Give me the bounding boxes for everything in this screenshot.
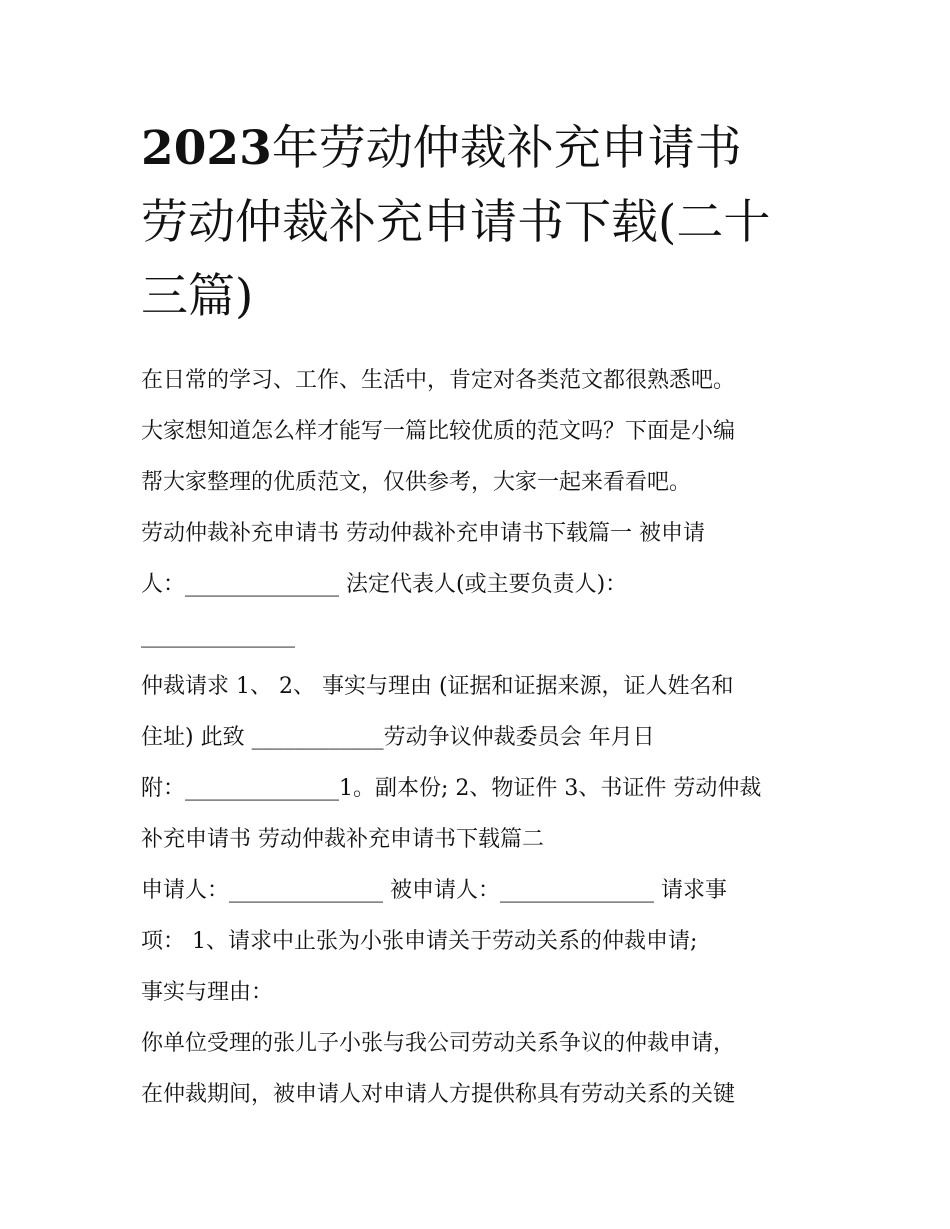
body-line: 仲裁请求 1、 2、 事实与理由 (证据和证据来源，证人姓名和 — [141, 674, 734, 699]
body-line: 你单位受理的张儿子小张与我公司劳动关系争议的仲裁申请， — [141, 1031, 736, 1056]
body-line: 在日常的学习、工作、生活中，肯定对各类范文都很熟悉吧。 — [141, 368, 736, 393]
title-year: 2023 — [141, 121, 272, 176]
body-line: 项： 1、请求中止张为小张申请关于劳动关系的仲裁申请; — [141, 929, 698, 954]
document-body — [141, 355, 821, 1120]
body-line: 帮大家整理的优质范文，仅供参考，大家一起来看看吧。 — [141, 470, 692, 495]
body-line: 住址) 此致 ____________劳动争议仲裁委员会 年月日 — [141, 725, 655, 750]
body-line: 劳动仲裁补充申请书 劳动仲裁补充申请书下载篇一 被申请 — [141, 521, 705, 546]
title-line-3: 三篇) — [141, 269, 254, 324]
body-line: 补充申请书 劳动仲裁补充申请书下载篇二 — [141, 827, 544, 852]
body-line: 事实与理由： — [141, 980, 274, 1005]
body-line: 申请人：______________ 被申请人：______________ 请求事 — [141, 878, 727, 903]
document-title — [141, 112, 841, 334]
title-line-1-text: 年劳动仲裁补充申请书 — [271, 121, 742, 176]
body-line: 人：______________ 法定代表人(或主要负责人)： — [141, 572, 628, 597]
title-line-2: 劳动仲裁补充申请书下载(二十 — [141, 195, 771, 250]
title-line-1 — [141, 112, 841, 186]
body-line: 在仲裁期间，被申请人对申请人方提供称具有劳动关系的关键 — [141, 1082, 736, 1107]
body-line: 大家想知道怎么样才能写一篇比较优质的范文吗？下面是小编 — [141, 419, 736, 444]
body-line: 附：______________1。副本份; 2、物证件 3、书证件 劳动仲裁 — [141, 776, 762, 801]
body-line: ______________ — [141, 623, 295, 648]
